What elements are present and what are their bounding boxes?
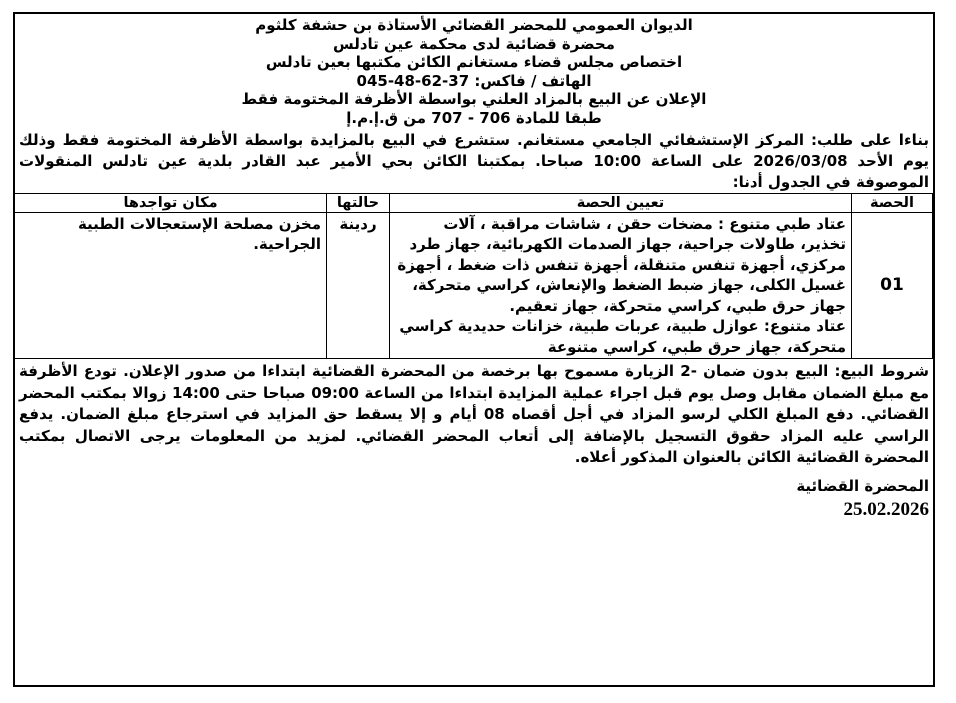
- lot-location: مخزن مصلحة الإستعجالات الطبية الجراحية.: [15, 212, 327, 359]
- announcement-title: الإعلان عن البيع بالمزاد العلني بواسطة الأظرفة المختومة فقط: [241, 90, 707, 109]
- legal-basis: طبقا للمادة 706 - 707 من ق.إ.م.إ: [346, 108, 602, 127]
- sale-terms: شروط البيع: البيع بدون ضمان -2 الزيارة مسموح بها برخصة من المحضرة القضائية ابتداءا من صدور الإعلان. تودع الأظرفة مع مبلغ الضمان مقابل وصل يوم قبل اجراء عملية المزايدة ابتداءا من الساعة 09:00 صباحا حتى 14:00 زوالا بمكتب المحضر القضائي. دفع المبلغ الكلي لرسو المزاد في أجل أقصاه 08 أيام و إلا يسقط حق المزايد في استرجاع مبلغ الضمان. يدفع الراسي عليه المزاد حقوق التسجيل بالإضافة إلى أتعاب المحضر القضائي. لمزيد من المعلومات يرجى الاتصال بمكتب المحضرة القضائية الكائن بالعنوان المذكور أعلاه.: [19, 362, 930, 467]
- office-name: الديوان العمومي للمحضر القضائي الأستاذة بن حشفة كلثوم: [255, 16, 693, 34]
- header-location: مكان تواجدها: [15, 193, 327, 212]
- signature: المحضرة القضائية: [796, 476, 929, 495]
- notice-header: [15, 14, 933, 128]
- table-row: [15, 212, 933, 359]
- header-description: تعيين الحصة: [390, 193, 852, 212]
- intro-paragraph: بناءا على طلب: المركز الإستشفائي الجامعي مستغانم. ستشرع في البيع بالمزايدة بواسطة الأظرفة المختومة فقط وذلك يوم الأحد 2026/03/08 على الساعة 10:00 صباحا. بمكتبنا الكائن بحي الأمير عبد القادر بلدية عين تادلس المنقولات الموصوفة في الجدول أدنا:: [19, 130, 929, 191]
- phone-label: الهاتف / فاكس:: [474, 71, 592, 90]
- lots-table: [14, 193, 933, 360]
- lot-number: 01: [852, 212, 933, 359]
- lot-condition: ردينة: [327, 212, 390, 359]
- lot-description-cell: [390, 212, 852, 359]
- phone-line: [15, 72, 933, 91]
- header-condition: حالتها: [327, 193, 390, 212]
- phone-number: 045-48-62-37: [356, 71, 470, 90]
- court-name: محضرة قضائية لدى محكمة عين تادلس: [333, 34, 615, 53]
- notice-footer: [15, 469, 933, 523]
- jurisdiction-line: اختصاص مجلس قضاء مستغانم الكائن مكتبها بعين تادلس: [265, 53, 683, 72]
- auction-notice: [13, 12, 935, 687]
- lot-description-2: عتاد متنوع: عوازل طبية، عربات طبية، خزانات حديدية كراسي متحركة، جهاز حرق طبي، كراسي متنوعة: [399, 317, 846, 356]
- header-lot: الحصة: [852, 193, 933, 212]
- lot-description: عتاد طبي متنوع : مضخات حقن ، شاشات مراقبة ، آلات تخذير، طاولات جراحية، جهاز الصدمات الكهربائية، جهاز طرد مركزي، أجهزة تنفس متنقلة، أجهزة تنفس ذات ضغط ، أجهزة غسيل الكلى، جهاز ضبط الضغط والإنعاش، كراسي متحركة، جهاز حرق طبي، كراسي متحركة، جهاز تعقيم.: [397, 214, 846, 315]
- table-header-row: [15, 193, 933, 212]
- notice-date: 25.02.2026: [843, 498, 929, 520]
